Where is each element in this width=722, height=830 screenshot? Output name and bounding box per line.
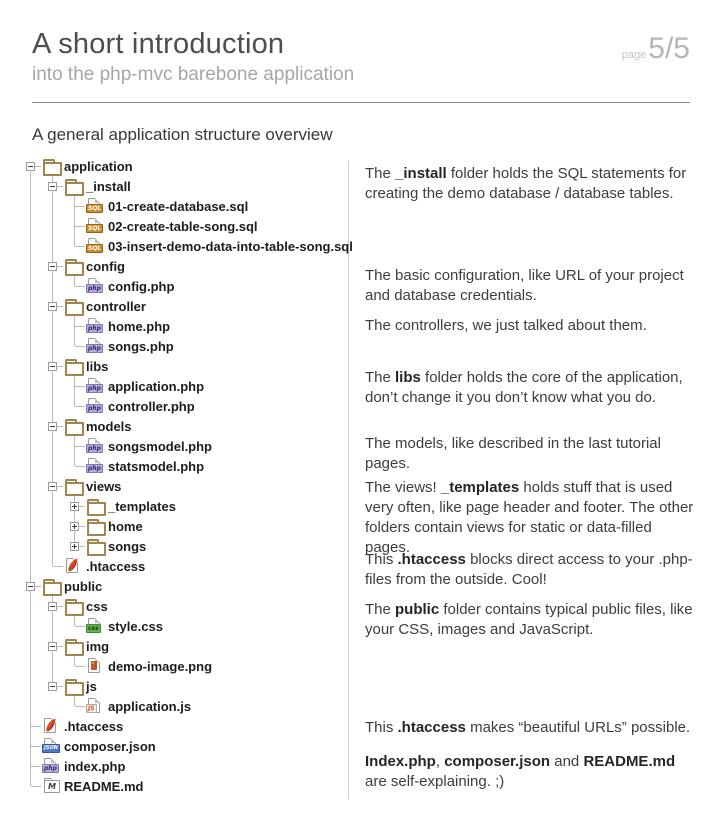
tree-item-application-php[interactable]: php application.php [20,376,344,396]
folder-icon [86,497,104,515]
tree-line [20,776,42,796]
folder-icon [64,477,82,495]
tree-line [42,196,64,216]
note-htaccess-root: This .htaccess makes “beautiful URLs” possible. [365,719,691,736]
tree-line [20,616,42,636]
tree-line [42,536,64,556]
tree-item-models[interactable]: models [20,416,344,436]
folder-icon [42,157,60,175]
tree-line [42,656,64,676]
tree-item-songsmodel-php[interactable]: php songsmodel.php [20,436,344,456]
tree-line [64,276,86,296]
tree-line [20,596,42,616]
tree-line [20,316,42,336]
tree-line [64,196,86,216]
tree-item-01-create-database-sql[interactable]: SQL 01-create-database.sql [20,196,344,216]
content-area [32,156,694,806]
sql-file-icon: SQL [86,217,104,235]
php-file-icon: php [86,457,104,475]
tree-line [64,236,86,256]
collapse-toggle[interactable] [42,676,64,696]
folder-icon [64,637,82,655]
header-divider [32,102,690,103]
tree-item-controller[interactable]: controller [20,296,344,316]
note-libs: The libs folder holds the core of the application, don’t change it you don’t know what you do. [365,369,683,406]
tree-line [20,296,42,316]
folder-icon [64,297,82,315]
tree-line [42,236,64,256]
tree-line [64,456,86,476]
tree-item-css[interactable]: css [20,596,344,616]
tree-line [20,276,42,296]
tree-line [42,336,64,356]
section-heading: A general application structure overview [32,125,333,144]
note-htaccess-app: This .htaccess blocks direct access to your .php-files from the outside. Cool! [365,551,693,588]
tree-line [20,556,42,576]
markdown-file-icon: M [42,777,60,795]
php-file-icon: php [86,437,104,455]
tree-line [64,316,86,336]
tree-item-statsmodel-php[interactable]: php statsmodel.php [20,456,344,476]
tree-line [64,436,86,456]
note-public: The public folder contains typical public files, like your CSS, images and JavaScript. [365,601,693,638]
tree-line [20,716,42,736]
note-controller: The controllers, we just talked about them. [365,317,647,334]
tree-item-demo-image-png[interactable]: demo-image.png [20,656,344,676]
tree-line [20,696,42,716]
sql-file-icon: SQL [86,197,104,215]
css-file-icon: css [86,617,104,635]
php-file-icon: php [42,757,60,775]
tree-line [20,476,42,496]
tree-line [20,736,42,756]
page-subtitle: into the php-mvc barebone application [32,64,355,85]
tree-line [20,396,42,416]
collapse-toggle[interactable] [42,596,64,616]
tree-line [42,316,64,336]
tree-item-application-js[interactable]: JS application.js [20,696,344,716]
tree-item-app-htaccess[interactable]: .htaccess [20,556,344,576]
sql-file-icon: SQL [86,237,104,255]
tree-line [20,496,42,516]
tree-item-03-insert-demo-data-sql[interactable]: SQL 03-insert-demo-data-into-table-song.sql [20,236,344,256]
tree-line [42,616,64,636]
tree-line [64,216,86,236]
tree-line [42,376,64,396]
tree-item-songs-php[interactable]: php songs.php [20,336,344,356]
expand-toggle[interactable] [64,516,86,536]
tree-line [64,696,86,716]
expand-toggle[interactable] [64,536,86,556]
htaccess-file-icon [64,557,82,575]
collapse-toggle[interactable] [42,416,64,436]
folder-icon [42,577,60,595]
tree-item-composer-json[interactable]: JSON composer.json [20,736,344,756]
tree-gutter [42,696,64,716]
tree-line [20,376,42,396]
php-file-icon: php [86,277,104,295]
column-divider [348,161,349,799]
tree-line [42,456,64,476]
tree-line [20,356,42,376]
tree-item-templates[interactable]: _templates [20,496,344,516]
collapse-toggle[interactable] [42,296,64,316]
js-file-icon: JS [86,697,104,715]
folder-icon [86,537,104,555]
tree-line [20,456,42,476]
tree-line [20,436,42,456]
tree-item-02-create-table-song-sql[interactable]: SQL 02-create-table-song.sql [20,216,344,236]
tree-line [64,396,86,416]
expand-toggle[interactable] [64,496,86,516]
tree-line [64,376,86,396]
tree-item-controller-php[interactable]: php controller.php [20,396,344,416]
folder-icon [64,177,82,195]
tree-item-install[interactable]: _install [20,176,344,196]
json-file-icon: JSON [42,737,60,755]
tree-line [20,516,42,536]
tree-line [20,176,42,196]
collapse-toggle[interactable] [42,356,64,376]
tree-line [20,636,42,656]
tree-line [20,216,42,236]
tree-item-style-css[interactable]: css style.css [20,616,344,636]
tree-item-js[interactable]: js [20,676,344,696]
page-indicator [622,32,690,66]
php-file-icon: php [86,337,104,355]
tree-line [20,756,42,776]
file-tree [20,156,353,796]
folder-icon [64,677,82,695]
tree-line [42,496,64,516]
tree-item-libs[interactable]: libs [20,356,344,376]
tree-line [42,436,64,456]
page-title: A short introduction [32,28,285,60]
tree-line [20,676,42,696]
tree-item-home-php[interactable]: php home.php [20,316,344,336]
tree-item-config-php[interactable]: php config.php [20,276,344,296]
note-config: The basic configuration, like URL of your project and database credentials. [365,267,684,304]
tree-line [20,196,42,216]
htaccess-file-icon [42,717,60,735]
tree-item-readme-md[interactable]: M README.md [20,776,344,796]
note-models: The models, like described in the last tutorial pages. [365,435,661,472]
tree-item-public[interactable]: public [20,576,344,596]
page-word: page [621,49,647,61]
collapse-toggle[interactable] [42,636,64,656]
folder-icon [64,417,82,435]
tree-line [20,416,42,436]
tree-line [42,276,64,296]
php-file-icon: php [86,377,104,395]
tree-line [20,236,42,256]
tree-item-config[interactable]: config [20,256,344,276]
header-titles [32,28,354,86]
image-file-icon [86,657,104,675]
tree-line [64,336,86,356]
tree-line [42,216,64,236]
collapse-toggle[interactable] [20,576,42,596]
collapse-toggle[interactable] [42,476,64,496]
php-file-icon: php [86,397,104,415]
page-header [32,28,690,86]
tree-line [42,396,64,416]
collapse-toggle[interactable] [42,176,64,196]
note-install: The _install folder holds the SQL statements for creating the demo database / database tables. [365,165,687,202]
tree-line [64,656,86,676]
tree-line [20,256,42,276]
note-views: The views! _templates holds stuff that is used very often, like page header and footer. The other folders contain views for static or data-filled pages. [365,479,694,556]
tree-item-views[interactable]: views [20,476,344,496]
php-file-icon: php [86,317,104,335]
folder-icon [64,357,82,375]
tree-line [20,536,42,556]
tree-item-root-htaccess[interactable]: .htaccess [20,716,344,736]
tree-line [20,656,42,676]
tree-line [42,556,64,576]
tree-item-songs[interactable]: songs [20,536,344,556]
note-root-files: Index.php, composer.json and README.md are self-explaining. ;) [365,753,676,790]
tree-item-index-php[interactable]: php index.php [20,756,344,776]
tree-line [42,516,64,536]
folder-icon [64,257,82,275]
folder-icon [64,597,82,615]
tree-item-img[interactable]: img [20,636,344,656]
tree-line [20,336,42,356]
collapse-toggle[interactable] [20,156,42,176]
tree-item-application[interactable]: application [20,156,344,176]
page-number: 5/5 [648,32,690,65]
tree-line [64,616,86,636]
tree-item-home[interactable]: home [20,516,344,536]
collapse-toggle[interactable] [42,256,64,276]
folder-icon [86,517,104,535]
